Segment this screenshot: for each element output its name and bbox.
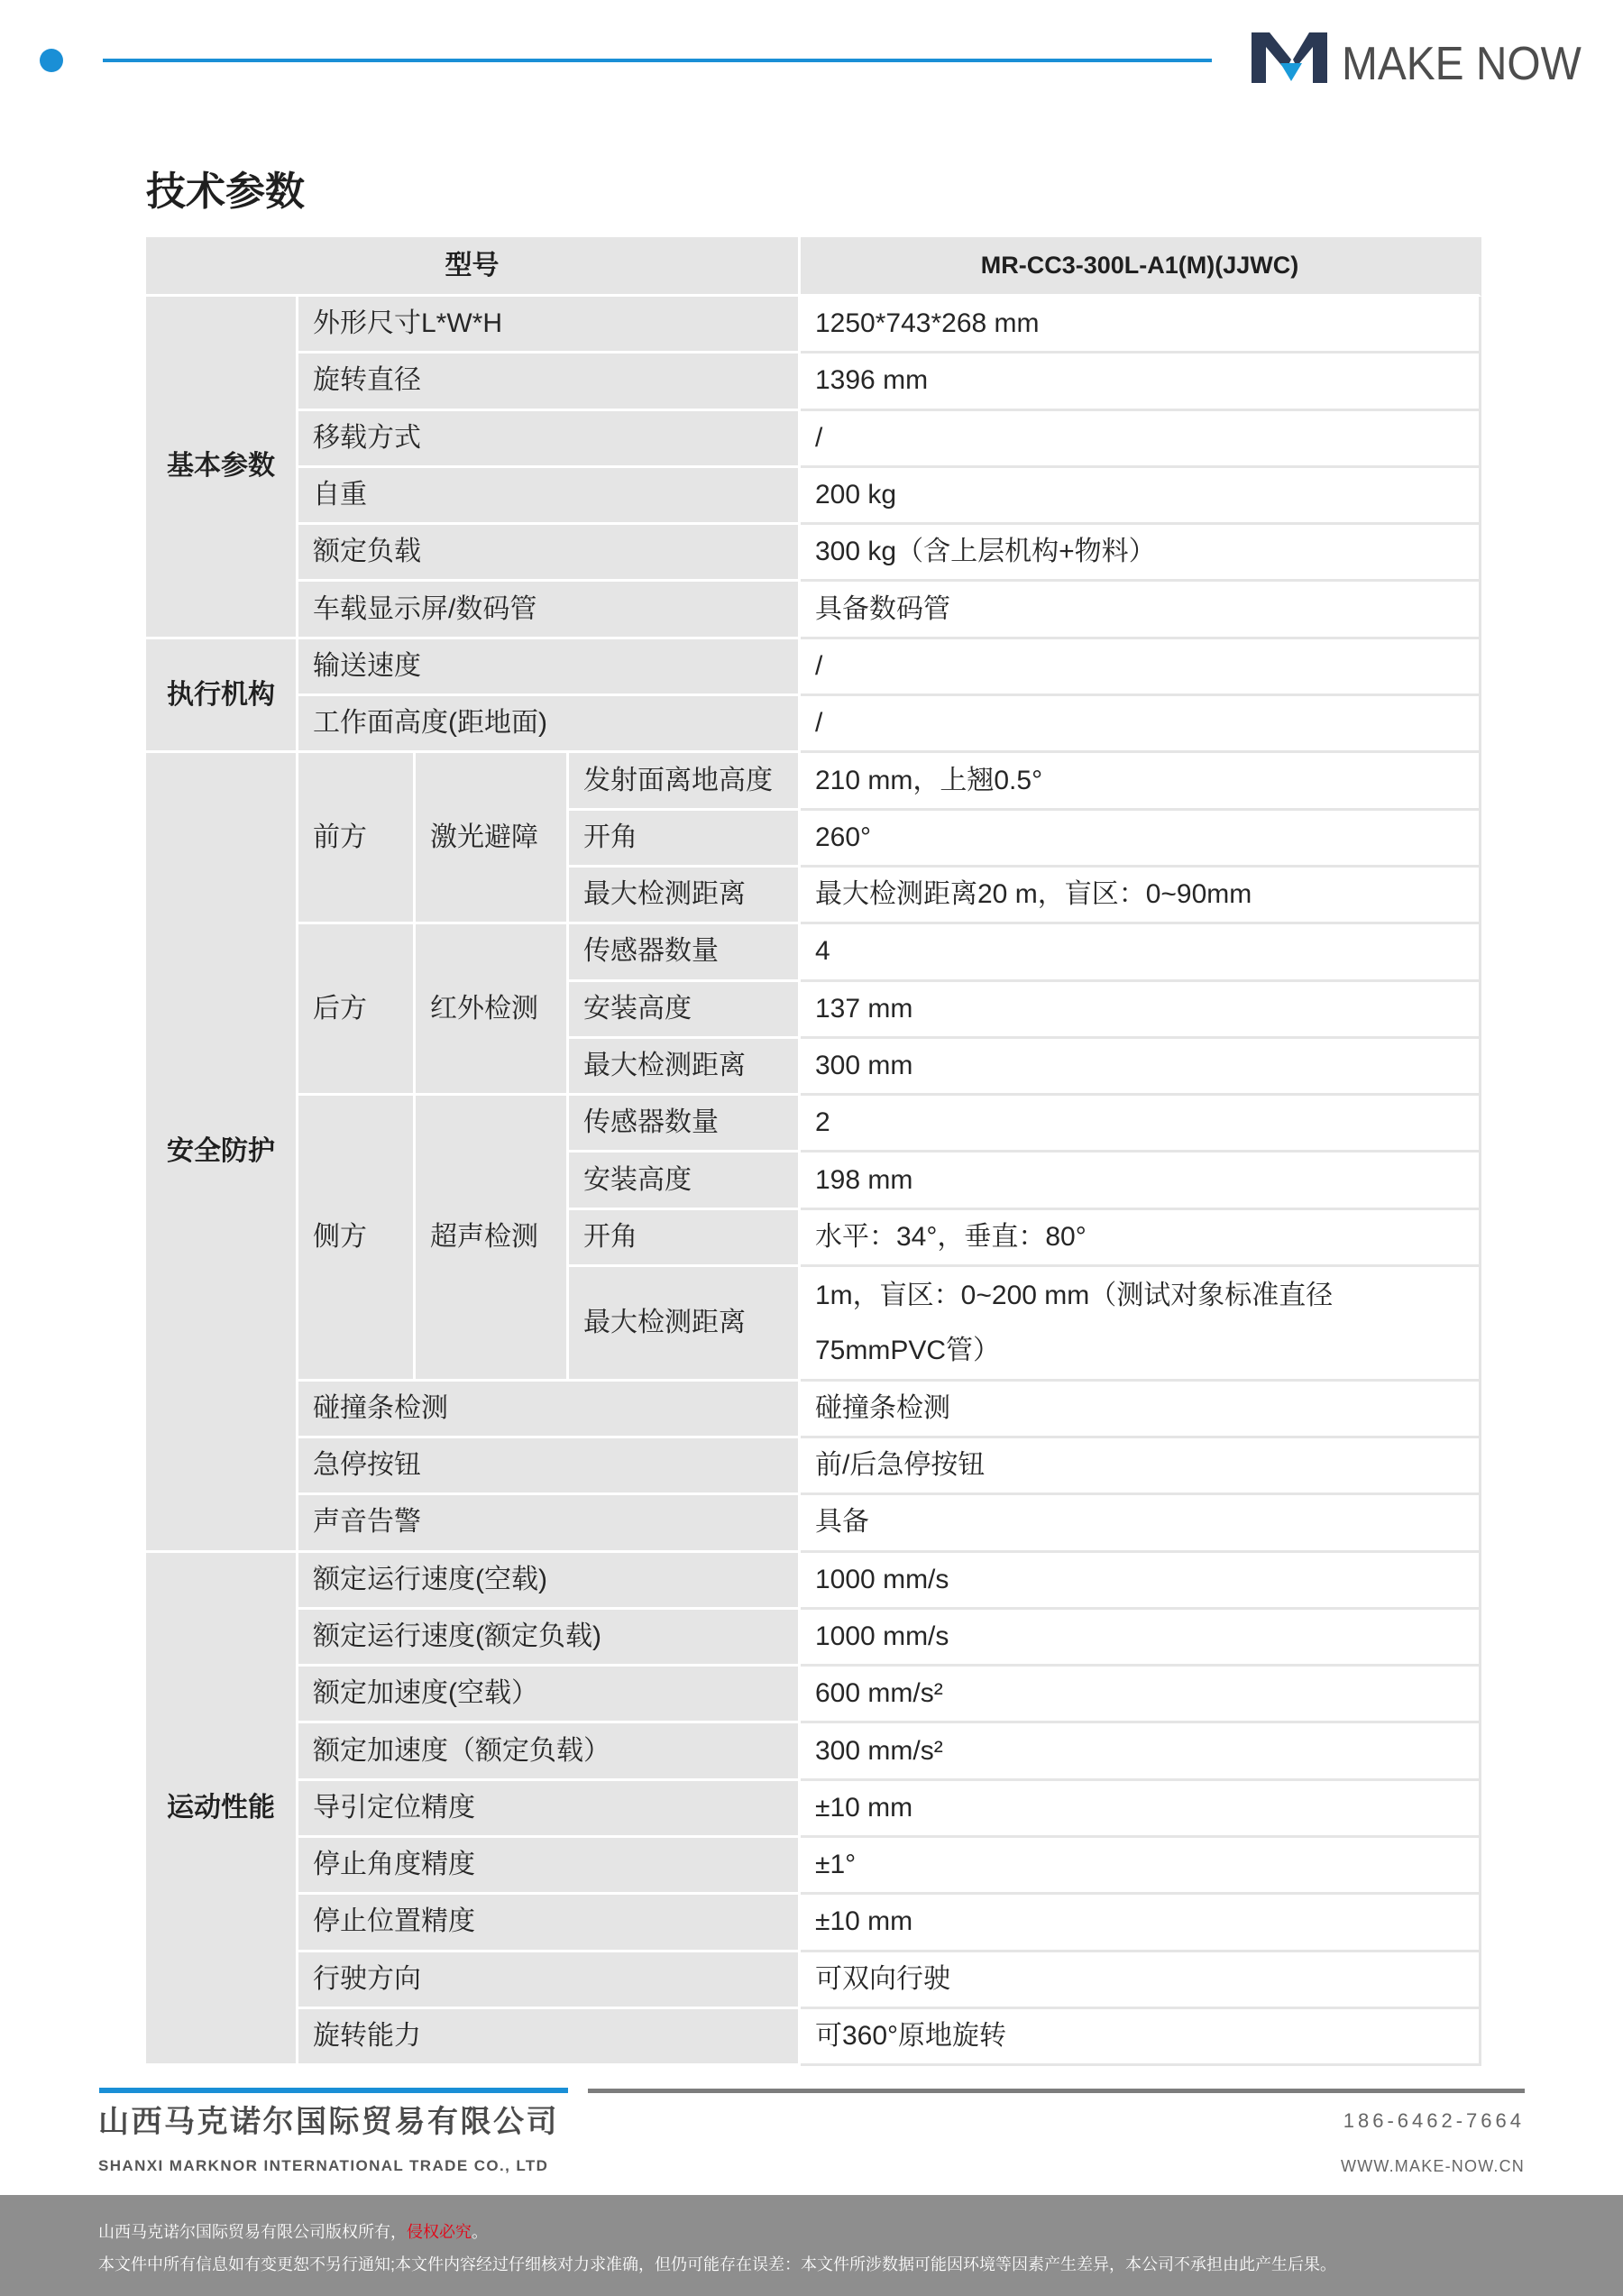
spec-value: 600 mm/s² [801, 1667, 1481, 1723]
spec-label: 开角 [569, 1210, 801, 1267]
model-header-label: 型号 [146, 237, 801, 297]
spec-label: 行驶方向 [298, 1952, 801, 2009]
contact-phone: 186-6462-7664 [1343, 2109, 1525, 2132]
spec-label: 传感器数量 [569, 1096, 801, 1153]
spec-value: 200 kg [801, 468, 1481, 525]
spec-label: 碰撞条检测 [298, 1382, 801, 1438]
make-now-logo-icon [1252, 29, 1327, 85]
disclaimer-text: 本文件中所有信息如有变更恕不另行通知;本文件内容经过仔细核对力求准确，但仍可能存在误差：本文件所涉数据可能因环境等因素产生差异，本公司不承担由此产生后果。 [98, 2255, 1336, 2273]
spec-label: 输送速度 [298, 639, 801, 696]
spec-value: 1250*743*268 mm [801, 297, 1481, 354]
spec-value: ±1° [801, 1838, 1481, 1895]
spec-value: 1396 mm [801, 354, 1481, 410]
spec-value: / [801, 639, 1481, 696]
spec-label: 停止位置精度 [298, 1895, 801, 1952]
spec-label: 导引定位精度 [298, 1781, 801, 1838]
spec-value: 前/后急停按钮 [801, 1438, 1481, 1495]
spec-label: 开角 [569, 811, 801, 868]
sensor-type-infrared: 红外检测 [416, 924, 569, 1096]
spec-value: 1m，盲区：0~200 mm（测试对象标准直径 75mmPVC管） [801, 1267, 1481, 1382]
sensor-position-side: 侧方 [298, 1096, 416, 1381]
spec-value: 1000 mm/s [801, 1610, 1481, 1667]
header-accent-dot [40, 49, 63, 72]
spec-value: ±10 mm [801, 1781, 1481, 1838]
spec-label: 额定运行速度(空载) [298, 1553, 801, 1610]
model-header-value: MR-CC3-300L-A1(M)(JJWC) [801, 237, 1481, 297]
spec-label: 最大检测距离 [569, 868, 801, 924]
legal-notice-band [0, 2195, 1623, 2296]
spec-value: 水平：34°，垂直：80° [801, 1210, 1481, 1267]
spec-label: 外形尺寸L*W*H [298, 297, 801, 354]
spec-value: 4 [801, 924, 1481, 981]
spec-value: 300 kg（含上层机构+物料） [801, 525, 1481, 582]
sensor-type-laser: 激光避障 [416, 753, 569, 924]
copyright-end: 。 [472, 2223, 488, 2241]
spec-table [146, 237, 1481, 2066]
brand-wordmark: MAKE NOW [1342, 38, 1582, 90]
spec-value: / [801, 411, 1481, 468]
sensor-position-rear: 后方 [298, 924, 416, 1096]
spec-value: 300 mm/s² [801, 1723, 1481, 1780]
footer-divider [588, 2089, 1525, 2093]
copyright-warning: 侵权必究 [407, 2223, 472, 2241]
spec-value: 210 mm，上翘0.5° [801, 753, 1481, 810]
spec-value: 最大检测距离20 m，盲区：0~90mm [801, 868, 1481, 924]
spec-label: 额定负载 [298, 525, 801, 582]
spec-label: 传感器数量 [569, 924, 801, 981]
spec-value: 198 mm [801, 1153, 1481, 1209]
spec-value: 137 mm [801, 982, 1481, 1039]
spec-label: 最大检测距离 [569, 1039, 801, 1096]
spec-value: 可360°原地旋转 [801, 2009, 1481, 2066]
spec-label: 最大检测距离 [569, 1267, 801, 1382]
spec-label: 安装高度 [569, 1153, 801, 1209]
spec-value: 可双向行驶 [801, 1952, 1481, 2009]
spec-label: 声音告警 [298, 1495, 801, 1552]
spec-label: 额定运行速度(额定负载) [298, 1610, 801, 1667]
spec-label: 停止角度精度 [298, 1838, 801, 1895]
spec-value: 1000 mm/s [801, 1553, 1481, 1610]
spec-label: 自重 [298, 468, 801, 525]
company-name-en: SHANXI MARKNOR INTERNATIONAL TRADE CO., LTD [98, 2157, 549, 2174]
sensor-type-ultrasonic: 超声检测 [416, 1096, 569, 1381]
spec-label: 移载方式 [298, 411, 801, 468]
spec-label: 旋转直径 [298, 354, 801, 410]
spec-value: ±10 mm [801, 1895, 1481, 1952]
category-safety: 安全防护 [146, 753, 298, 1552]
spec-value: / [801, 696, 1481, 753]
spec-label: 安装高度 [569, 982, 801, 1039]
page-title: 技术参数 [146, 170, 305, 214]
spec-label: 发射面离地高度 [569, 753, 801, 810]
spec-value: 300 mm [801, 1039, 1481, 1096]
spec-value: 260° [801, 811, 1481, 868]
sensor-position-front: 前方 [298, 753, 416, 924]
spec-value: 具备 [801, 1495, 1481, 1552]
spec-value: 2 [801, 1096, 1481, 1153]
spec-label: 工作面高度(距地面) [298, 696, 801, 753]
spec-value: 具备数码管 [801, 582, 1481, 638]
category-actuator: 执行机构 [146, 639, 298, 754]
company-website: WWW.MAKE-NOW.CN [1341, 2157, 1525, 2175]
category-basic-params: 基本参数 [146, 297, 298, 639]
spec-label: 车载显示屏/数码管 [298, 582, 801, 638]
header-accent-rule [103, 59, 1212, 62]
copyright-notice [98, 2222, 488, 2242]
spec-value: 碰撞条检测 [801, 1382, 1481, 1438]
category-motion: 运动性能 [146, 1553, 298, 2067]
footer-accent-rule [99, 2088, 568, 2093]
spec-label: 额定加速度(空载） [298, 1667, 801, 1723]
spec-label: 额定加速度（额定负载） [298, 1723, 801, 1780]
company-name-cn: 山西马克诺尔国际贸易有限公司 [98, 2105, 559, 2139]
copyright-text: 山西马克诺尔国际贸易有限公司版权所有， [98, 2223, 407, 2241]
spec-label: 急停按钮 [298, 1438, 801, 1495]
spec-label: 旋转能力 [298, 2009, 801, 2066]
